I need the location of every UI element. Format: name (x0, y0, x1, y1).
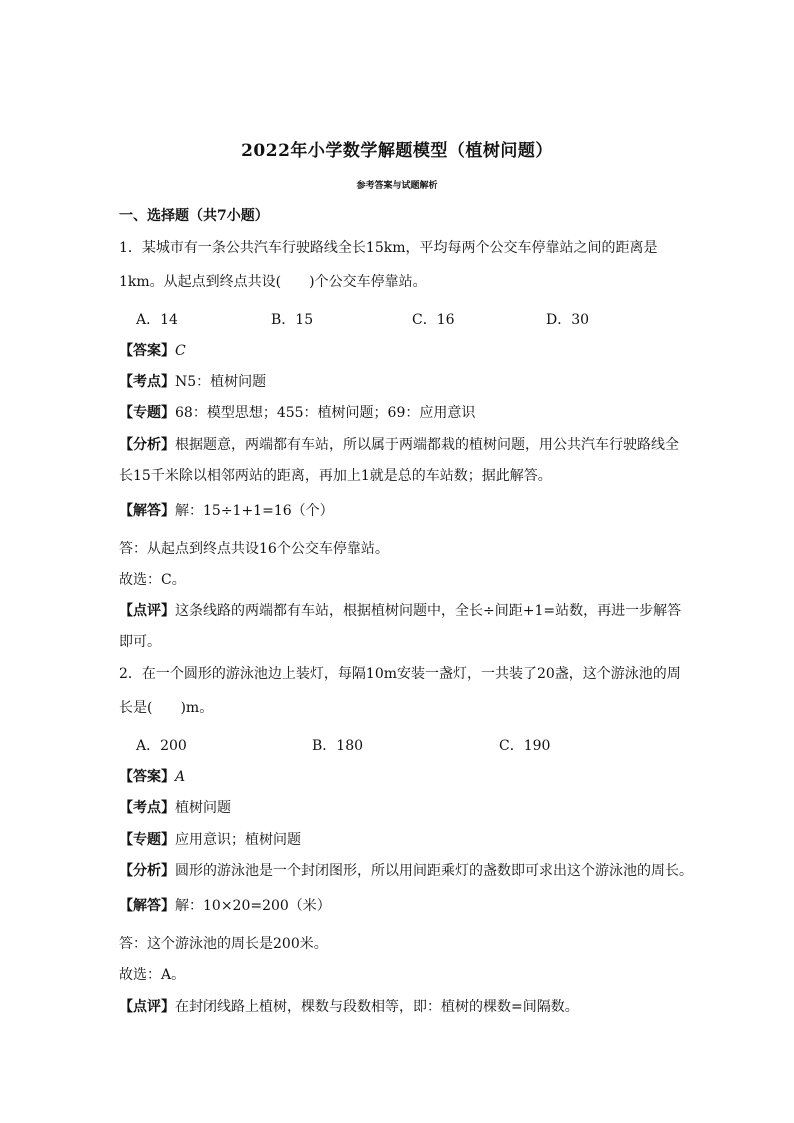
zhuanti-tag: 【专题】 (119, 832, 175, 848)
kaodian-value: 植树问题 (175, 800, 231, 816)
q1-dianping-line2: 即可。 (119, 634, 161, 650)
jieda-tag: 【解答】 (119, 898, 175, 914)
q2-answer (119, 767, 185, 787)
q2-da: 答：这个游泳池的周长是200米。 (119, 936, 328, 952)
zhuanti-value: 应用意识；植树问题 (175, 832, 301, 848)
q1-option-d: D．30 (546, 312, 590, 328)
fenxi-text: 圆形的游泳池是一个封闭图形，所以用间距乘灯的盏数即可求出这个游泳池的周长。 (175, 863, 693, 879)
q1-jieda (119, 501, 334, 521)
q2-fenxi (119, 861, 693, 881)
q1-fenxi-line2: 长15千米除以相邻两站的距离，再加上1就是总的车站数；据此解答。 (119, 468, 552, 484)
dianping-text: 在封闭线路上植树，棵数与段数相等，即：植树的棵数=间隔数。 (175, 999, 579, 1015)
answer-value: A (175, 769, 186, 785)
answer-value: C (175, 343, 186, 359)
q1-fenxi-line1 (119, 435, 679, 455)
dianping-tag: 【点评】 (119, 603, 175, 619)
q2-zhuanti (119, 830, 301, 850)
q1-option-a: A．14 (136, 312, 178, 328)
q2-option-b: B．180 (312, 738, 364, 754)
kaodian-tag: 【考点】 (119, 374, 175, 390)
q1-da: 答：从起点到终点共设16个公交车停靠站。 (119, 541, 389, 557)
page-subtitle: 参考答案与试题解析 (356, 181, 438, 191)
q2-option-a: A．200 (136, 738, 187, 754)
q2-stem-line1: 2．在一个圆形的游泳池边上装灯，每隔10m安装一盏灯，一共装了20盏，这个游泳池的周 (119, 666, 681, 682)
kaodian-value: N5：植树问题 (175, 374, 267, 390)
dianping-text: 这条线路的两端都有车站，根据植树问题中，全长÷间距+1=站数，再进一步解答 (175, 603, 682, 619)
fenxi-tag: 【分析】 (119, 437, 175, 453)
q2-jieda (119, 896, 331, 916)
answer-tag: 【答案】 (119, 769, 175, 785)
section-heading: 一、选择题（共7小题） (119, 208, 269, 224)
jieda-text: 解：15÷1+1=16（个） (175, 503, 334, 519)
answer-tag: 【答案】 (119, 343, 175, 359)
fenxi-text: 根据题意，两端都有车站，所以属于两端都栽的植树问题，用公共汽车行驶路线全 (175, 437, 679, 453)
kaodian-tag: 【考点】 (119, 800, 175, 816)
jieda-tag: 【解答】 (119, 503, 175, 519)
q1-option-c: C．16 (412, 312, 455, 328)
q1-zhuanti (119, 403, 475, 423)
q1-stem-line2: 1km。从起点到终点共设( )个公交车停靠站。 (119, 274, 427, 290)
page-title: 2022年小学数学解题模型（植树问题） (241, 141, 553, 161)
q1-stem-line1: 1．某城市有一条公共汽车行驶路线全长15km，平均每两个公交车停靠站之间的距离是 (119, 240, 658, 256)
q2-kaodian (119, 798, 231, 818)
zhuanti-value: 68：模型思想；455：植树问题；69：应用意识 (175, 405, 476, 421)
fenxi-tag: 【分析】 (119, 863, 175, 879)
q2-dianping (119, 997, 579, 1017)
jieda-text: 解：10×20=200（米） (175, 898, 331, 914)
q2-option-c: C．190 (499, 738, 551, 754)
zhuanti-tag: 【专题】 (119, 405, 175, 421)
q1-option-b: B．15 (271, 312, 314, 328)
q1-answer (119, 341, 186, 361)
q1-kaodian (119, 372, 266, 392)
q1-dianping-line1 (119, 601, 681, 621)
q2-guxuan: 故选：A。 (119, 967, 186, 983)
q2-stem-line2: 长是( )m。 (119, 700, 214, 716)
q1-guxuan: 故选：C。 (119, 572, 186, 588)
dianping-tag: 【点评】 (119, 999, 175, 1015)
